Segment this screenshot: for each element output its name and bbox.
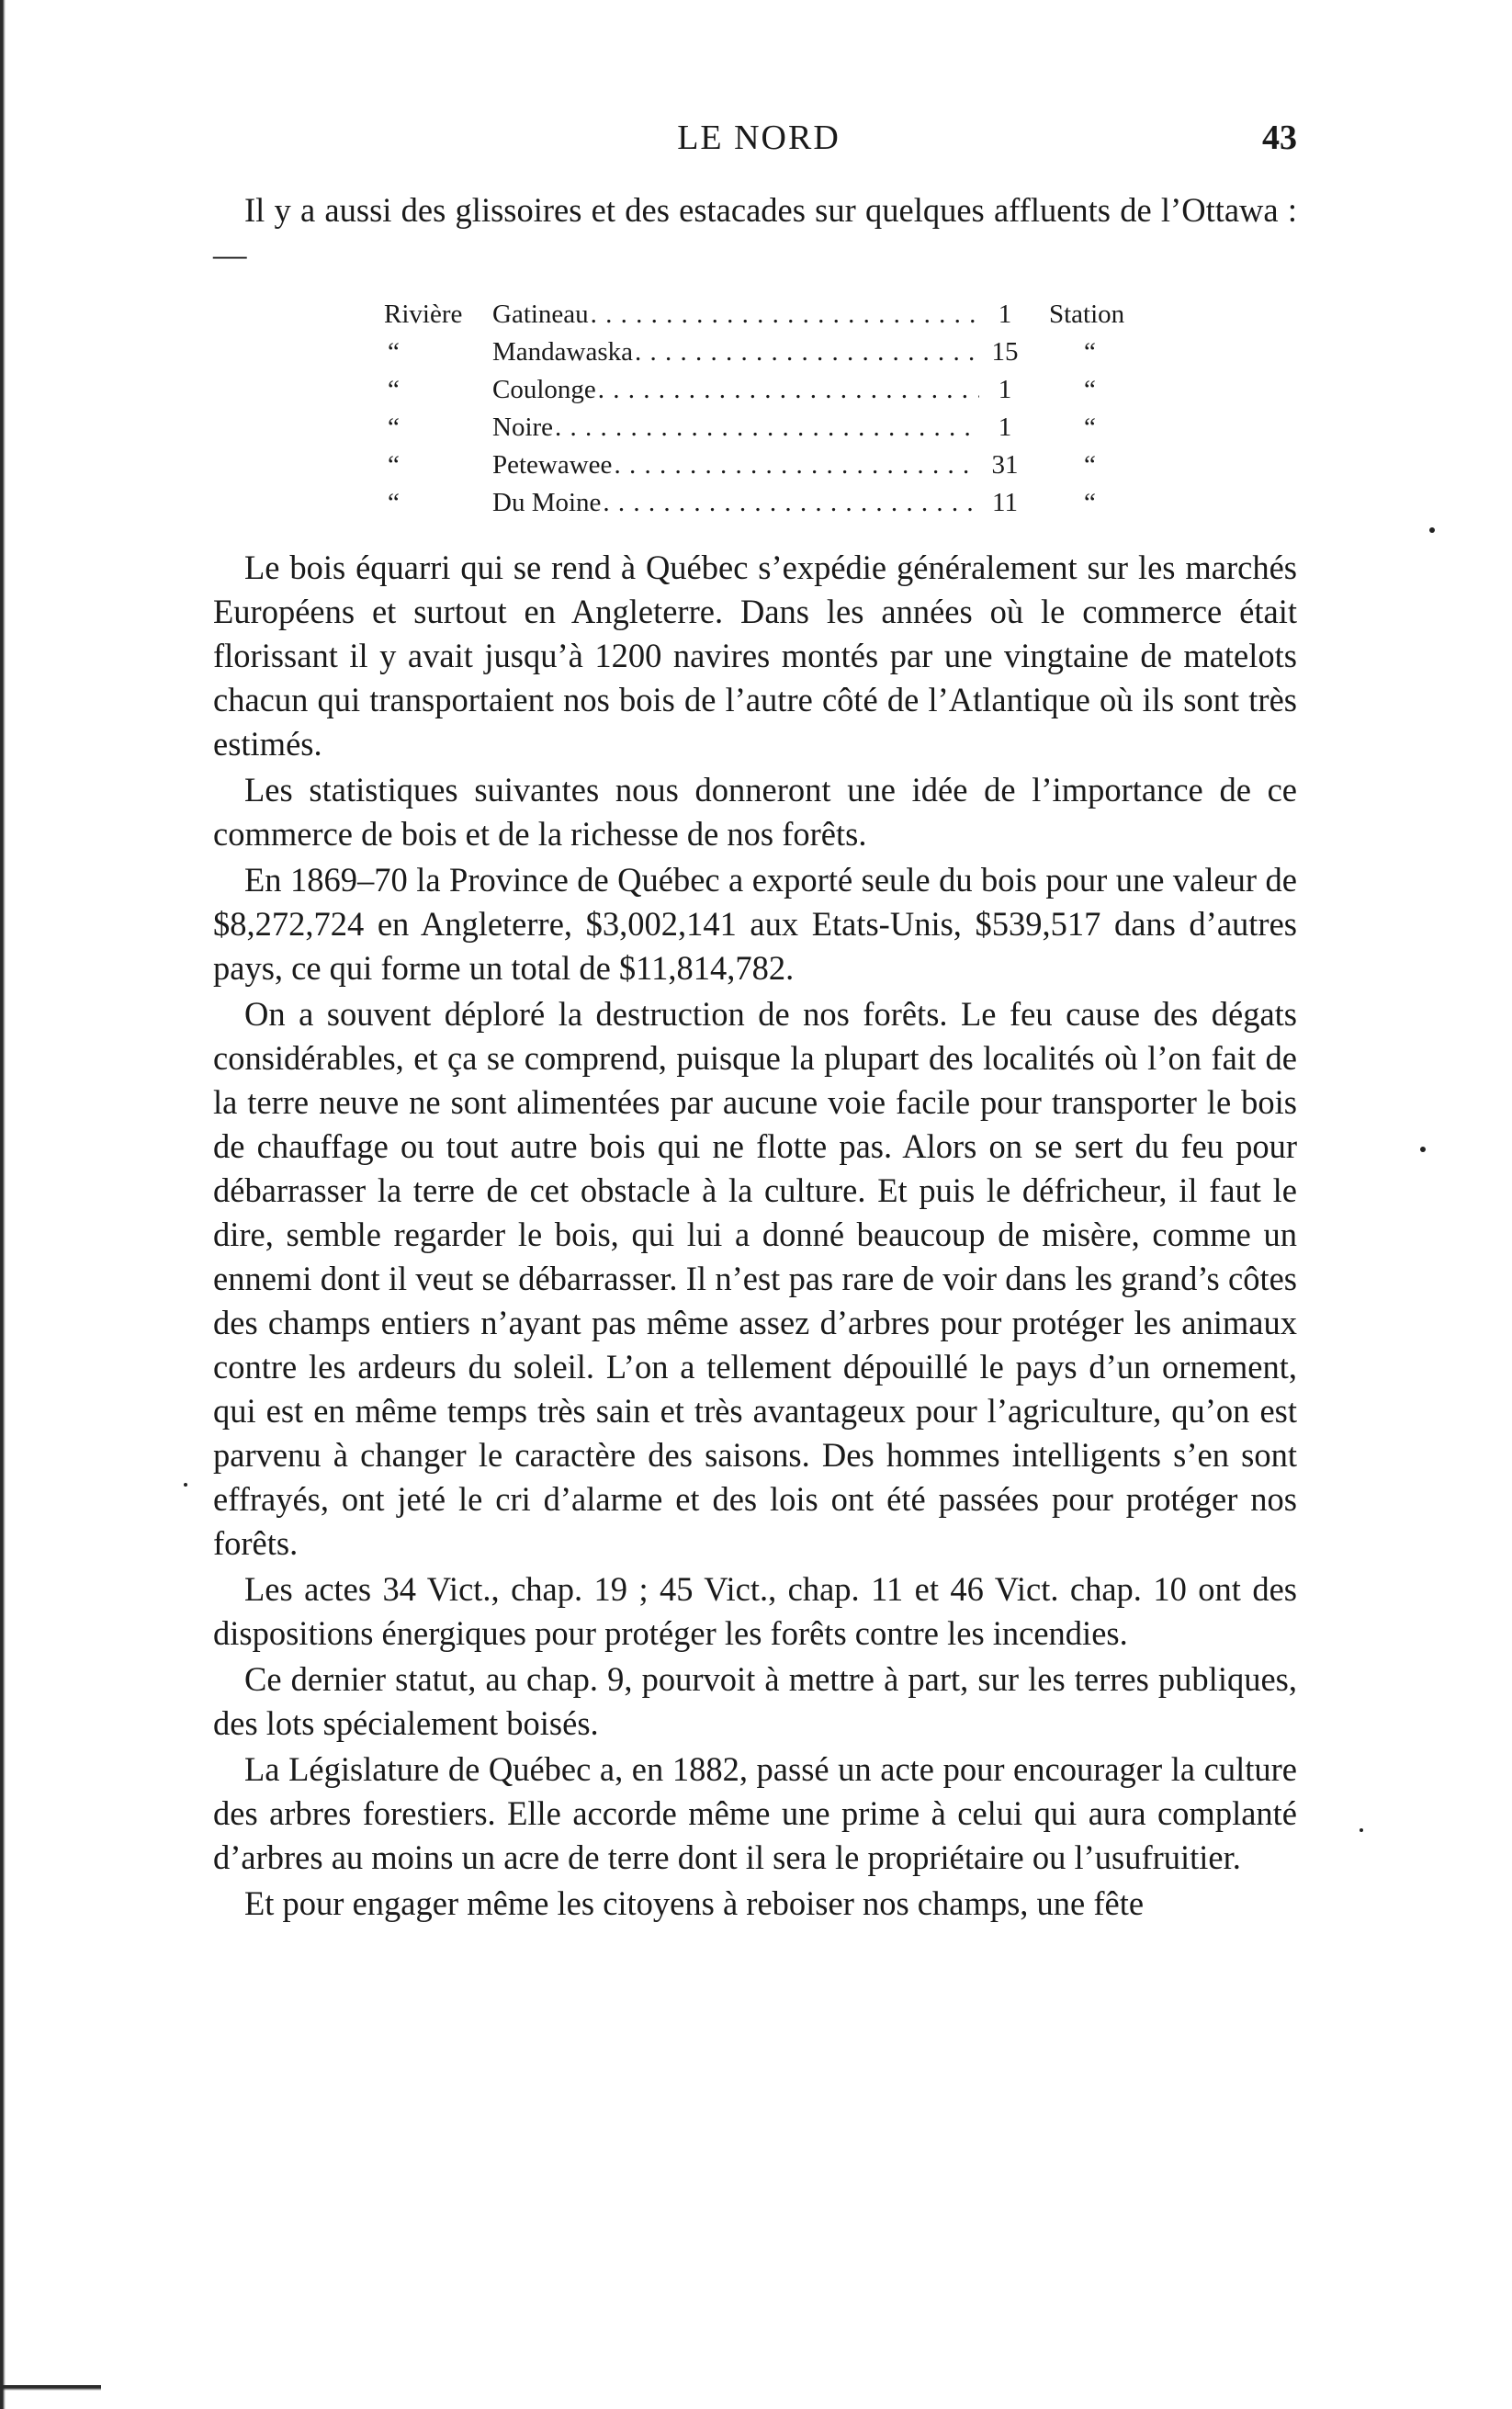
paragraph: Les actes 34 Vict., chap. 19 ; 45 Vict., chap. 11 et 46 Vict. chap. 10 ont des dispositions énergiques pour protéger les forêts contre les incendies.: [213, 1570, 1297, 1652]
body-text: [213, 188, 1297, 308]
station-count: 1: [998, 375, 1012, 404]
river-name-cell: [492, 296, 979, 334]
station-count: 1: [998, 300, 1012, 329]
river-prefix: Rivière: [384, 300, 463, 329]
ditto-mark: “: [388, 375, 400, 404]
table-row: [384, 409, 1130, 447]
table-row: [384, 447, 1130, 484]
page-binding-shadow: [0, 2385, 101, 2391]
dot-leader: [555, 409, 979, 447]
station-unit: Station: [1049, 300, 1125, 329]
ditto-mark: “: [388, 337, 400, 367]
river-name: Mandawaska: [492, 337, 634, 367]
paragraph: Ce dernier statut, au chap. 9, pourvoit à mettre à part, sur les terres publiques, des lots spécialement boisés.: [213, 1660, 1297, 1742]
table-row: [384, 371, 1130, 409]
river-name: Coulonge: [492, 375, 596, 404]
paragraph: Et pour engager même les citoyens à reboiser nos champs, une fête: [244, 1884, 1145, 1922]
paragraph: Les statistiques suivantes nous donneront une idée de l’importance de ce commerce de bois et de la richesse de nos forêts.: [213, 771, 1297, 853]
ink-speck: [1420, 1147, 1426, 1152]
river-name: Gatineau: [492, 300, 589, 329]
ditto-mark: “: [1084, 413, 1096, 442]
dot-leader: [591, 296, 979, 334]
ditto-mark: “: [1084, 450, 1096, 480]
river-name-cell: [492, 371, 979, 409]
station-count: 1: [998, 413, 1012, 442]
station-count: 11: [992, 488, 1018, 517]
table-row: [384, 296, 1130, 334]
river-name-cell: [492, 409, 979, 447]
ditto-mark: “: [1084, 488, 1096, 517]
dot-leader: [598, 371, 979, 409]
dot-leader: [614, 447, 979, 484]
ditto-mark: “: [388, 488, 400, 517]
dot-leader: [635, 334, 979, 371]
paragraph: Le bois équarri qui se rend à Québec s’expédie généralement sur les marchés Européens et surtout en Angleterre. Dans les années où le commerce était florissant il y avait jusqu’à 1200 navires montés par une vingtaine de matelots chacun qui transportaient nos bois de l’autre côté de l’Atlantique où ils sont très estimés.: [213, 549, 1297, 763]
intro-paragraph: Il y a aussi des glissoires et des estacades sur quelques affluents de l’Ottawa :—: [213, 191, 1297, 273]
river-name-cell: [492, 447, 979, 484]
ditto-mark: “: [1084, 375, 1096, 404]
ditto-mark: “: [388, 450, 400, 480]
dot-leader: [603, 484, 979, 522]
river-name: Petewawee: [492, 450, 613, 480]
ink-speck: [1429, 527, 1435, 533]
river-name: Noire: [492, 413, 554, 442]
running-head: [220, 118, 1297, 164]
station-count: 31: [991, 450, 1019, 480]
table-row: [384, 484, 1130, 522]
ink-speck: [1360, 1828, 1363, 1832]
paragraph: La Législature de Québec a, en 1882, passé un acte pour encourager la culture des arbres forestiers. Elle accorde même une prime à celui qui aura complanté d’arbres au moins un acre de terre dont il sera le propriétaire ou l’usufruitier.: [213, 1750, 1297, 1876]
table-row: [384, 334, 1130, 371]
river-table: [384, 296, 1130, 522]
river-name: Du Moine: [492, 488, 602, 517]
paragraph: On a souvent déploré la destruction de nos forêts. Le feu cause des dégats considérables, et ça se comprend, puisque la plupart des localités où l’on fait de la terre neuve ne sont alimentées par aucune voie facile pour transporter le bois de chauffage ou tout autre bois qui ne flotte pas. Alors on se sert du feu pour débarrasser la terre de cet obstacle à la culture. Et puis le défricheur, il faut le dire, semble regarder le bois, qui lui a donné beaucoup de misère, comme un ennemi dont il veut se débarrasser. Il n’est pas rare de voir dans les grand’s côtes des champs entiers n’ayant pas même assez d’arbres pour protéger les animaux contre les ardeurs du soleil. L’on a tellement dépouillé le pays d’un ornement, qui est en même temps très sain et très avantageux pour l’agriculture, qu’on est parvenu à changer le caractère des saisons. Des hommes intelligents s’en sont effrayés, ont jeté le cri d’alarme et des lois ont été passées pour protéger nos forêts.: [213, 995, 1297, 1562]
body-text-main: [213, 546, 1297, 1926]
ink-speck: [184, 1483, 187, 1487]
page-binding-edge: [0, 0, 6, 2409]
river-name-cell: [492, 334, 979, 371]
ditto-mark: “: [1084, 337, 1096, 367]
ditto-mark: “: [388, 413, 400, 442]
running-title: LE NORD: [677, 119, 841, 157]
page-number: 43: [1262, 119, 1297, 157]
paragraph: En 1869–70 la Province de Québec a exporté seule du bois pour une valeur de $8,272,724 en Angleterre, $3,002,141 aux Etats-Unis, $539,517 dans d’autres pays, ce qui forme un total de $11,814,782.: [213, 861, 1297, 987]
river-name-cell: [492, 484, 979, 522]
station-count: 15: [991, 337, 1019, 367]
